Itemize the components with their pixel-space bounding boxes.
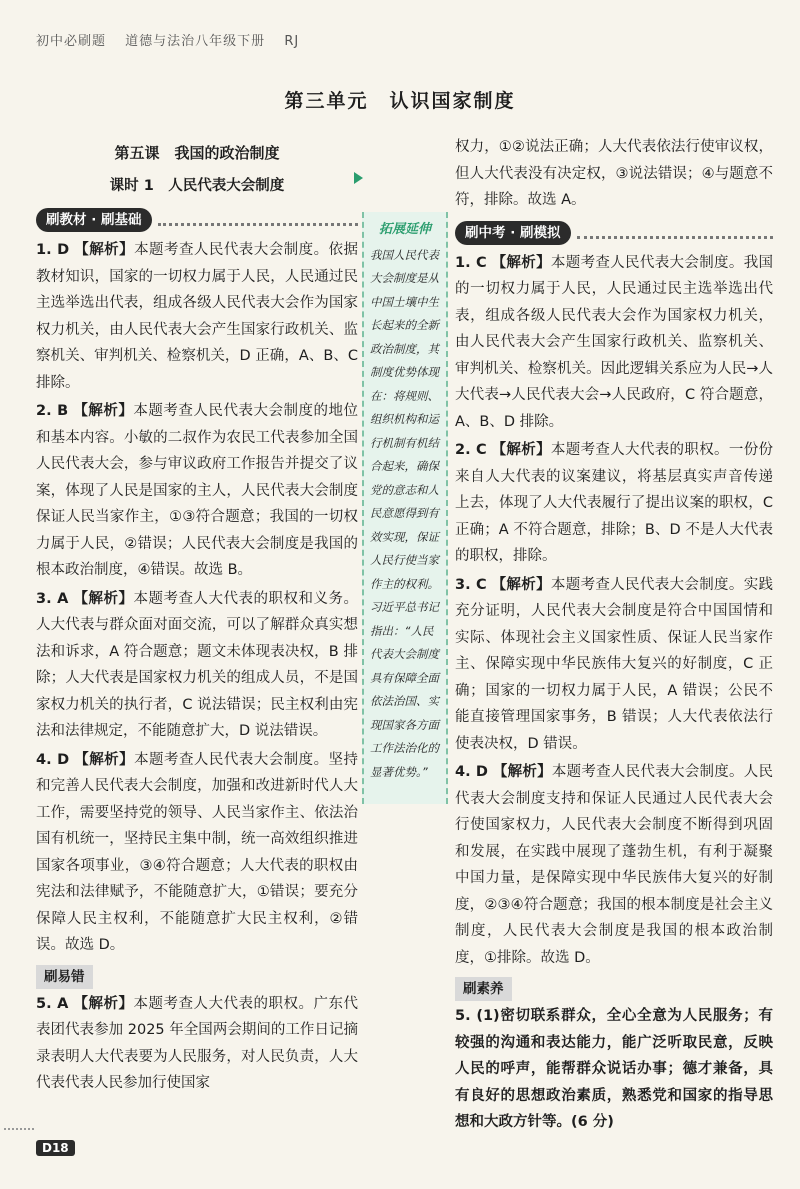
answer-item — [455, 250, 773, 436]
answer-text: (1)密切联系群众，全心全意为人民服务；有较强的沟通和表达能力，能广泛听取民意，反映人民的呼声，能帮群众说话办事；德才兼备，具有良好的思想政治素质，熟悉党和国家的指导思想和大政方针等。(6 分) — [455, 1008, 773, 1130]
lesson-title: 第五课 我国的政治制度 — [114, 144, 280, 162]
answer-text: 本题考查人民代表大会制度。人民代表大会制度支持和保证人民通过人民代表大会行使国家权力，人民代表大会制度不断得到巩固和发展，在实践中展现了蓬勃生机，有利于凝聚中国力量，是保障实现中华民族伟大复兴的好制度，②③④符合题意；我国的根本制度是社会主义制度，人民代表大会制度是我国的根本政治制度，①排除。故选 D。 — [455, 764, 774, 966]
sidebar-text: 我国人民代表大会制度是从中国土壤中生长起来的全新政治制度，其制度优势体现在：将规则、组织机构和运行机制有机结合起来，确保党的意志和人民意愿得到有效实现，保证人民行使当家作主的权利。习近平总书记指出：“人民代表大会制度具有保障全面依法治国、实现国家各方面工作法治化的显著优势。” — [370, 247, 439, 779]
sidebar-title: 拓展延伸 — [378, 222, 431, 237]
answer-text: 本题考查人民代表大会制度的地位和基本内容。小敏的二叔作为农民工代表参加全国人民代表大会，参与审议政府工作报告并提交了议案，体现了人民是国家的主人，人民代表大会制度保证人民当家作主，①③符合题意；我国的一切权力属于人民，②错误；人民代表大会制度是我国的根本政治制度，④错误。故选 B。 — [36, 403, 359, 578]
banner-divider — [577, 227, 773, 239]
answer-number: 3. A — [36, 590, 69, 607]
answer-number: 3. C — [455, 576, 487, 593]
answer-item — [455, 1003, 773, 1136]
answer-text: 本题考查人民代表大会制度。依据教材知识，国家的一切权力属于人民，人民通过民主选举选出代表，组成各级人民代表大会作为国家权力机关，由人民代表大会产生国家行政机关、监察机关、审判机关、检察机关，D 正确，A、B、C 排除。 — [36, 242, 359, 391]
answer-item — [36, 398, 358, 584]
sidebar-pointer-icon — [354, 172, 363, 184]
answer-text: 本题考查人大代表的职权。一份份来自人大代表的议案建议，将基层真实声音传递上去，体现了人大代表履行了提出议案的职权，C 正确；A 不符合题意，排除；B、D 不是人大代表的职权，排除。 — [455, 442, 774, 564]
analysis-tag: 【解析】 — [73, 403, 134, 419]
continuation-text: 权力，①②说法正确；人大代表依法行使审议权，但人大代表没有决定权，③说法错误；④与题意不符，排除。故选 A。 — [455, 139, 773, 208]
analysis-tag: 【解析】 — [491, 254, 551, 271]
sub-banner-mistakes: 刷易错 — [36, 965, 93, 989]
extension-sidebar — [362, 212, 448, 804]
answer-number: 5. A — [36, 995, 69, 1012]
analysis-tag: 【解析】 — [74, 242, 135, 258]
answer-text: 本题考查人民代表大会制度。坚持和完善人民代表大会制度，加强和改进新时代人大工作，需要坚持党的领导、人民当家作主、依法治国有机统一，坚持民主集中制，统一高效组织推进国家各项事业，③④符合题意；人大代表的职权由宪法和法律赋予，不能随意扩大，①错误；要充分保障人民主权利，不能随意扩大民主权利，②错误。故选 D。 — [36, 751, 359, 953]
banner-label: 刷中考 · 刷模拟 — [455, 221, 571, 245]
edition-label: RJ — [284, 34, 300, 49]
answer-number: 1. C — [455, 254, 487, 271]
analysis-tag: 【解析】 — [73, 995, 134, 1012]
answer-item — [455, 572, 773, 758]
answer-number: 1. D — [36, 242, 70, 258]
analysis-tag: 【解析】 — [491, 442, 551, 458]
section-banner-exam — [455, 220, 773, 246]
left-column — [36, 140, 358, 1099]
page-header — [36, 30, 313, 49]
answer-number: 4. D — [36, 751, 70, 768]
answer-text: 本题考查人民代表大会制度。实践充分证明，人民代表大会制度是符合中国国情和实际、体现社会主义国家性质、保证人民当家作主、保障实现中华民族伟大复兴的好制度，C 正确；国家的一切权力属于人民，A 错误；公民不能直接管理国家事务，B 错误；人大代表依法行使表决权，D 错误。 — [455, 576, 774, 752]
period-title: 课时 1 人民代表大会制度 — [109, 177, 285, 194]
banner-divider — [158, 214, 358, 226]
analysis-tag: 【解析】 — [74, 751, 135, 768]
sub-banner-literacy: 刷素养 — [455, 977, 512, 1001]
unit-title: 第三单元 认识国家制度 — [284, 90, 516, 112]
page-number: D18 — [36, 1140, 75, 1156]
answer-item — [36, 586, 358, 745]
answer-text: 本题考查人大代表的职权。广东代表团代表参加 2025 年全国两会期间的工作日记摘录表明人大代表要为人民服务，对人民负责，人大代表代表人民参加行使国家 — [36, 995, 359, 1091]
book-name: 初中必刷题 — [36, 34, 107, 49]
analysis-tag: 【解析】 — [73, 590, 134, 607]
answer-item — [455, 759, 773, 971]
answer-number: 2. B — [36, 403, 69, 419]
subject-name: 道德与法治八年级下册 — [125, 34, 266, 49]
answer-item — [455, 437, 773, 570]
corner-decoration — [4, 1128, 34, 1130]
answer-item — [36, 747, 358, 959]
answer-item — [36, 237, 358, 396]
answer-number: 5. — [455, 1008, 471, 1024]
answer-text: 本题考查人大代表的职权和义务。人大代表与群众面对面交流，可以了解群众真实想法和诉求，A 符合题意；题文未体现表决权，B 排除；人大代表是国家权力机关的组成人员，不是国家权力机关的执行者，C 说法错误；民主权利由宪法和法律规定，不能随意扩大，D 说法错误。 — [36, 590, 359, 739]
answer-number: 4. D — [455, 764, 488, 780]
analysis-tag: 【解析】 — [491, 576, 551, 593]
section-banner-basic — [36, 207, 358, 233]
answer-text: 本题考查人民代表大会制度。我国的一切权力属于人民，人民通过民主选举选出代表，组成各级人民代表大会作为国家权力机关，由人民代表大会产生国家行政机关、监察机关、审判机关、检察机关。因此逻辑关系应为人民→人大代表→人民代表大会→人民政府，C 符合题意，A、B、D 排除。 — [455, 254, 774, 430]
answer-number: 2. C — [455, 442, 487, 458]
analysis-tag: 【解析】 — [492, 764, 552, 780]
answer-item — [36, 991, 358, 1097]
right-column — [455, 134, 773, 1138]
banner-label: 刷教材 · 刷基础 — [36, 208, 152, 232]
